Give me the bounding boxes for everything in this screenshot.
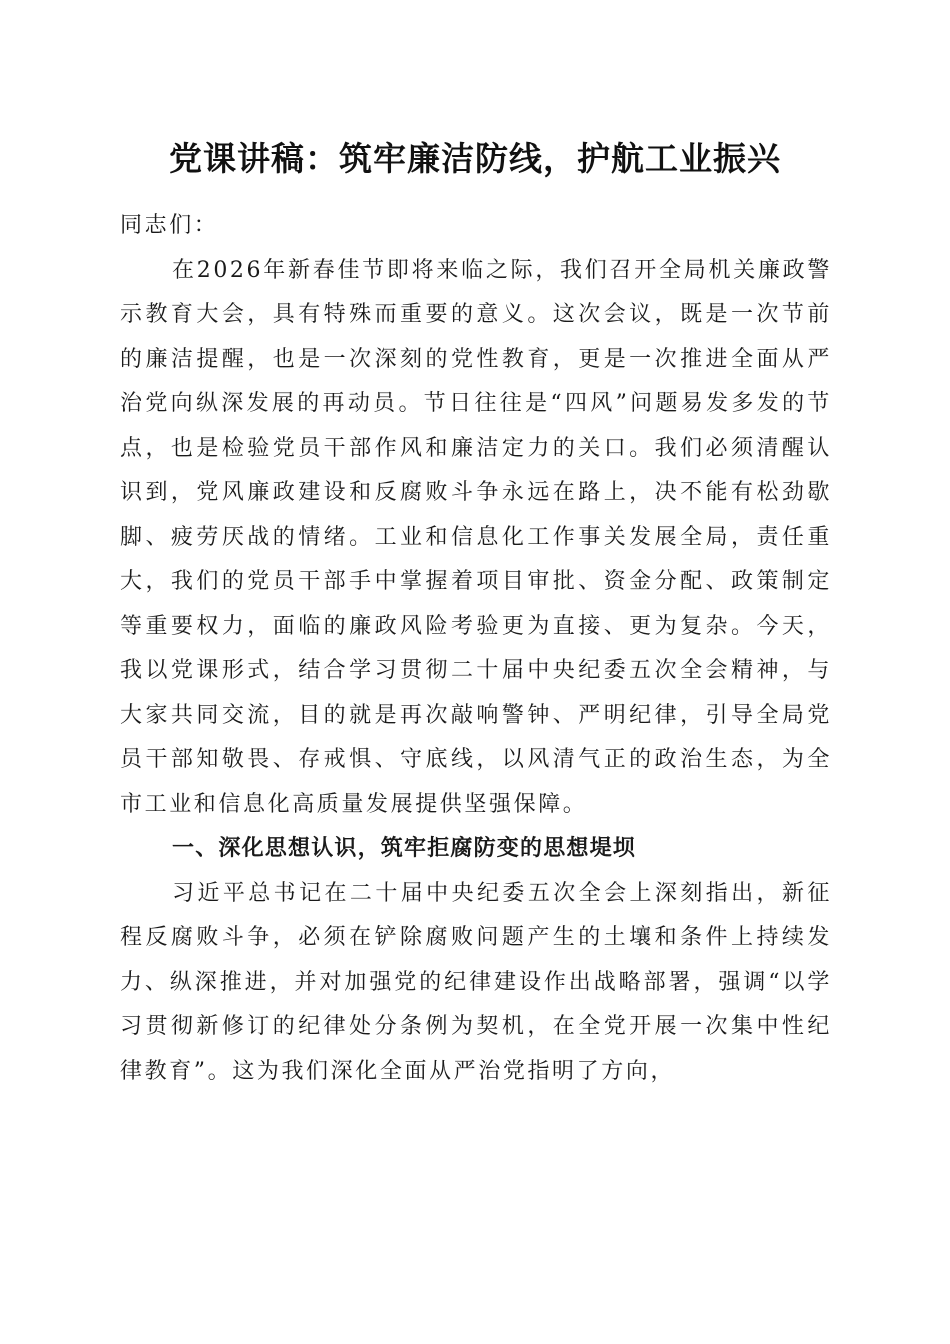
document-title: 党课讲稿：筑牢廉洁防线，护航工业振兴 (169, 139, 781, 178)
section-heading-1: 一、深化思想认识，筑牢拒腐防变的思想堤坝 (172, 836, 637, 861)
paragraph-section-1: 习近平总书记在二十届中央纪委五次全会上深刻指出，新征程反腐败斗争，必须在铲除腐败问题产生的土壤和条件上持续发力、纵深推进，并对加强党的纪律建设作出战略部署，强调“以学习贯彻新修订的纪律处分条例为契机，在全党开展一次集中性纪律教育”。这为我们深化全面从严治党指明了方向， (120, 880, 832, 1084)
document-body (120, 204, 832, 1094)
paragraph-intro: 在2026年新春佳节即将来临之际，我们召开全局机关廉政警示教育大会，具有特殊而重要的意义。这次会议，既是一次节前的廉洁提醒，也是一次深刻的党性教育，更是一次推进全面从严治党向纵深发展的再动员。节日往往是“四风”问题易发多发的节点，也是检验党员干部作风和廉洁定力的关口。我们必须清醒认识到，党风廉政建设和反腐败斗争永远在路上，决不能有松劲歇脚、疲劳厌战的情绪。工业和信息化工作事关发展全局，责任重大，我们的党员干部手中掌握着项目审批、资金分配、政策制定等重要权力，面临的廉政风险考验更为直接、更为复杂。今天，我以党课形式，结合学习贯彻二十届中央纪委五次全会精神，与大家共同交流，目的就是再次敲响警钟、严明纪律，引导全局党员干部知敬畏、存戒惧、守底线，以风清气正的政治生态，为全市工业和信息化高质量发展提供坚强保障。 (120, 257, 832, 817)
salutation: 同志们： (120, 213, 219, 238)
